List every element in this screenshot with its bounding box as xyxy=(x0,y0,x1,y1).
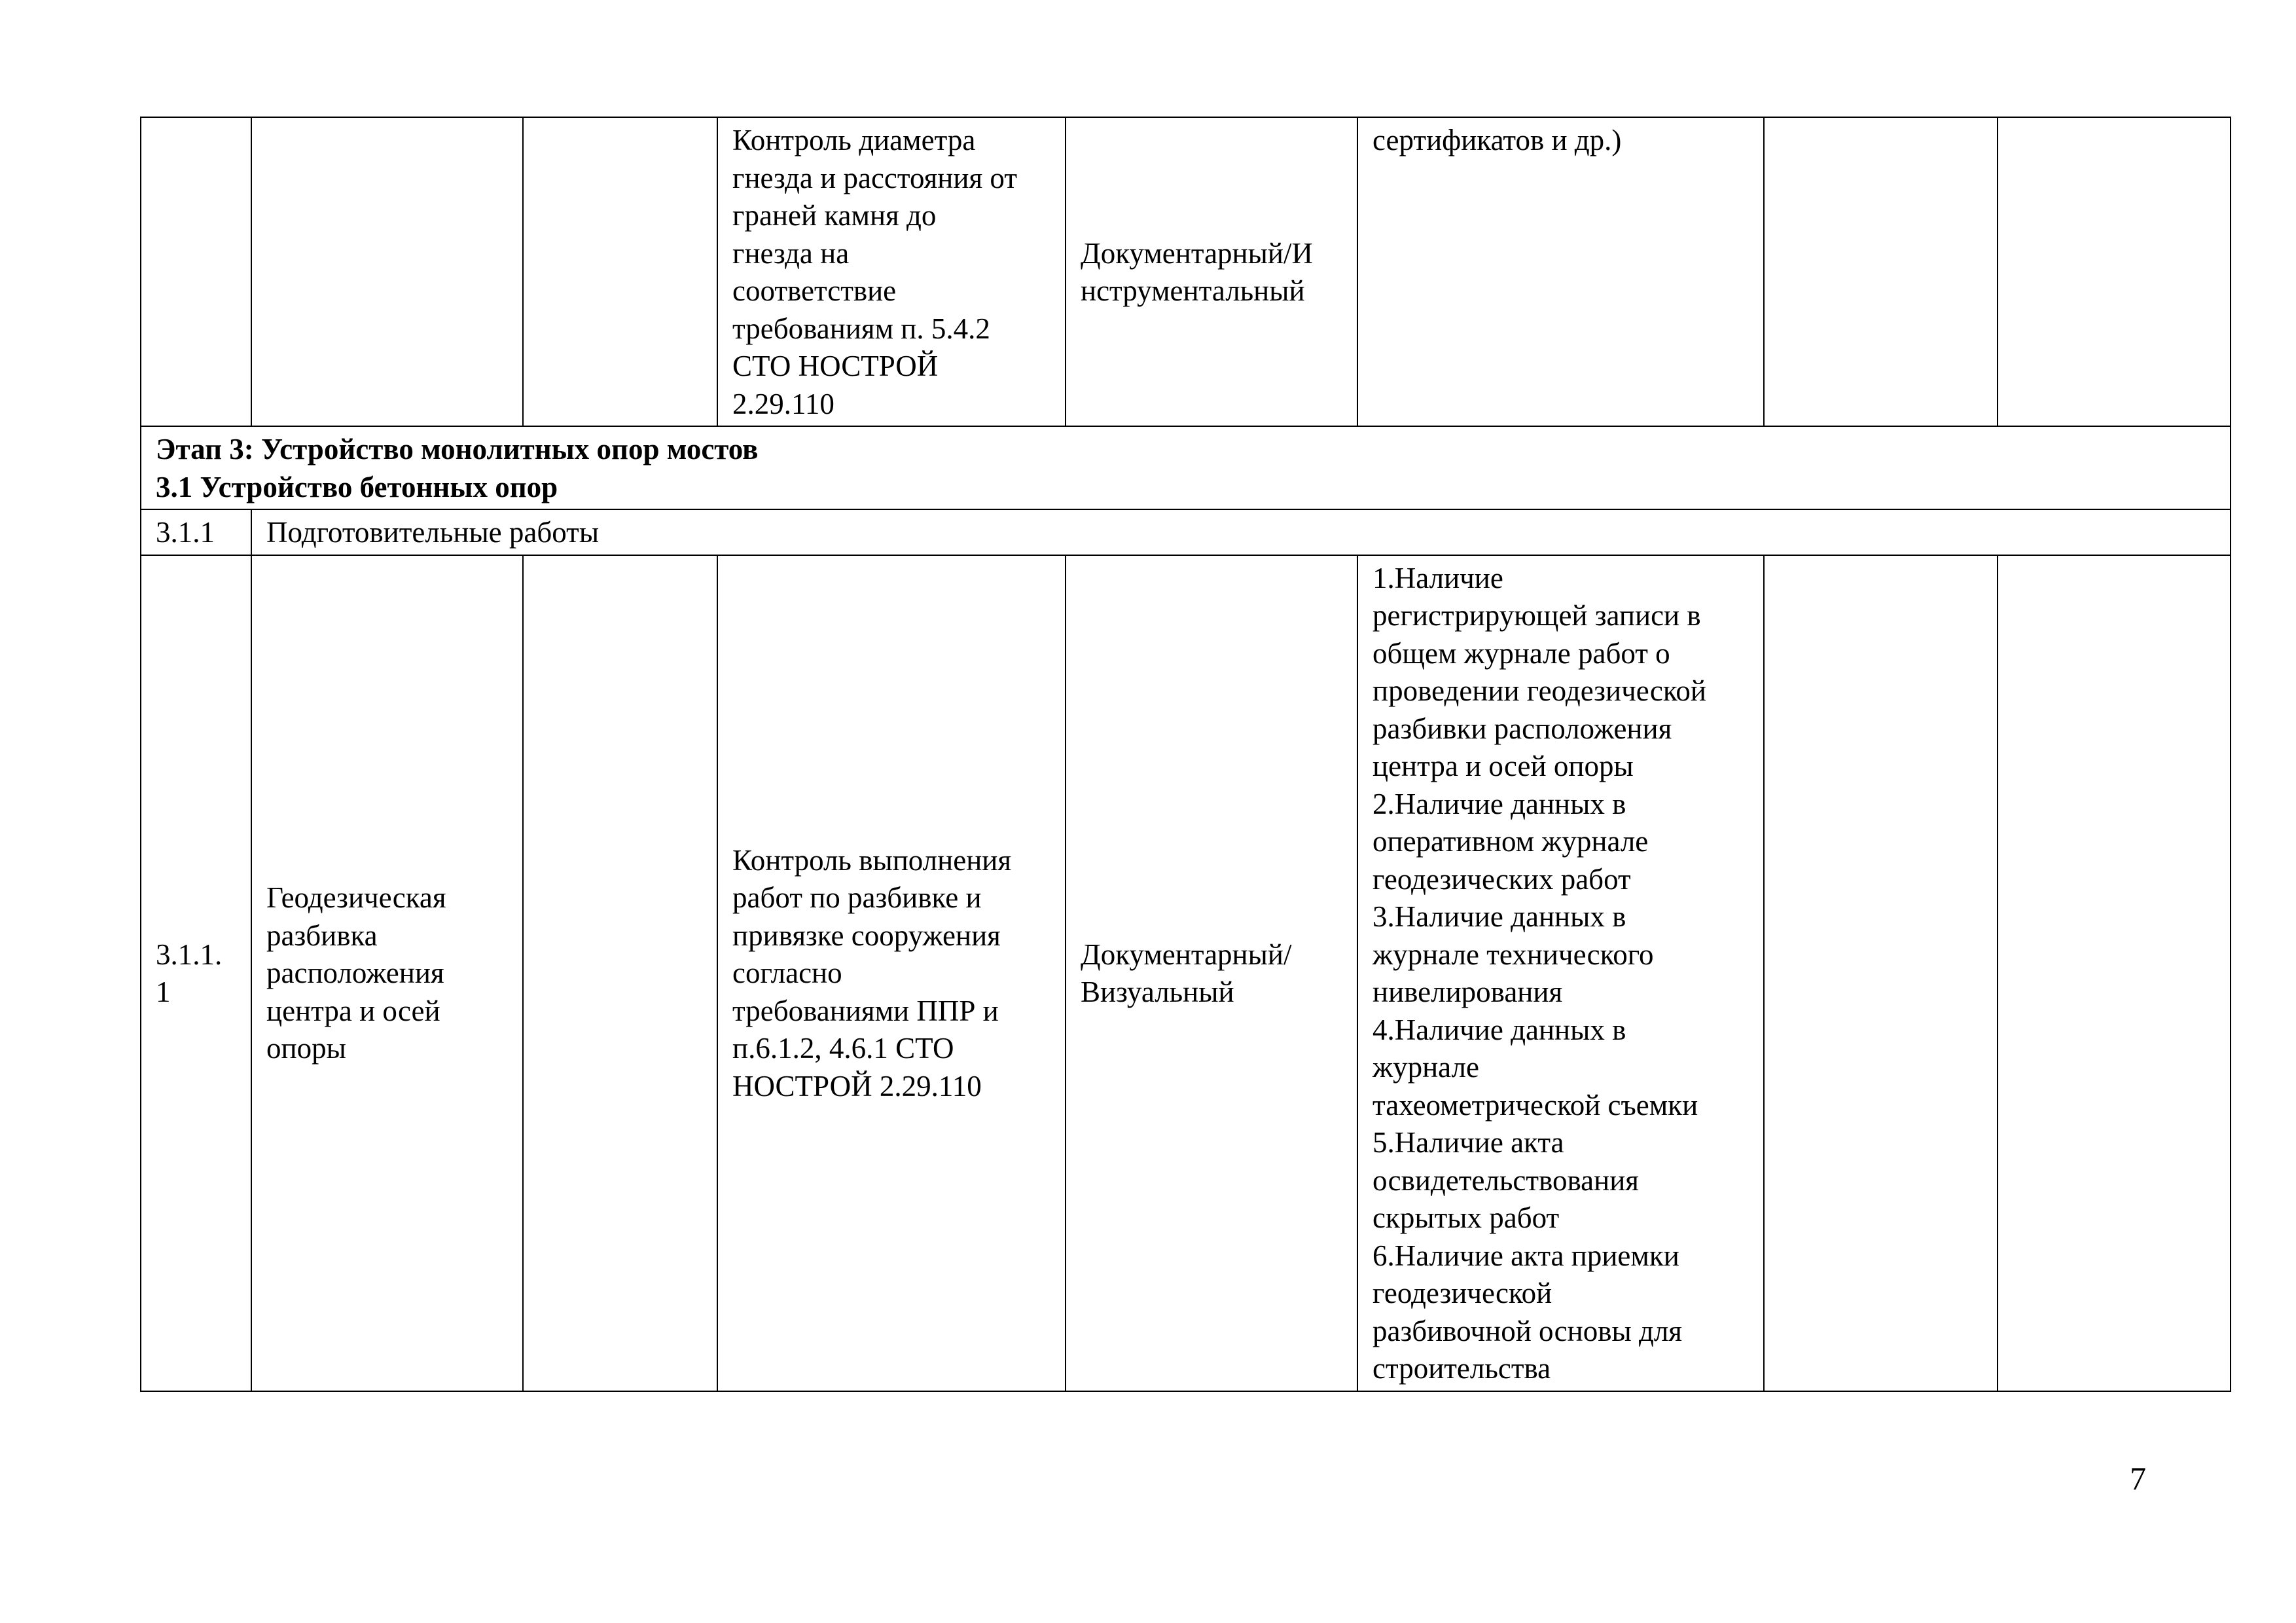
table-row-continuation xyxy=(141,117,2231,426)
cell-control-method: Документарный/И нструментальный xyxy=(1066,117,1357,426)
cell-documents: 1.Наличие регистрирующей записи в общем журнале работ о проведении геодезической разбивки расположения центра и осей опоры 2.Наличие данных в оперативном журнале геодезических работ 3.Наличие данных в журнале технического нивелирования 4.Наличие данных в журнале тахеометрической съемки 5.Наличие акта освидетельствования скрытых работ 6.Наличие акта приемки геодезической разбивочной основы для строительства xyxy=(1357,555,1764,1391)
cell-empty xyxy=(523,555,717,1391)
stage-title: Этап 3: Устройство монолитных опор мостов xyxy=(156,433,759,465)
cell-work-name: Геодезическая разбивка расположения центра и осей опоры xyxy=(251,555,523,1391)
cell-work-name xyxy=(251,117,523,426)
cell-control-description: Контроль выполнения работ по разбивке и привязке сооружения согласно требованиями ППР и п.6.1.2, 4.6.1 СТО НОСТРОЙ 2.29.110 xyxy=(717,555,1066,1391)
page-number: 7 xyxy=(2130,1460,2146,1497)
subsection-number: 3.1.1 xyxy=(141,509,251,555)
cell-col7 xyxy=(1764,117,1998,426)
cell-col8 xyxy=(1998,117,2231,426)
control-table xyxy=(140,117,2231,1392)
cell-number: 3.1.1. 1 xyxy=(141,555,251,1391)
cell-control-description: Контроль диаметра гнезда и расстояния от граней камня до гнезда на соответствие требованиям п. 5.4.2 СТО НОСТРОЙ 2.29.110 xyxy=(717,117,1066,426)
table-row-subsection xyxy=(141,509,2231,555)
cell-empty xyxy=(523,117,717,426)
cell-col7 xyxy=(1764,555,1998,1391)
section-title: 3.1 Устройство бетонных опор xyxy=(156,470,558,503)
cell-col8 xyxy=(1998,555,2231,1391)
cell-control-method: Документарный/ Визуальный xyxy=(1066,555,1357,1391)
cell-documents: сертификатов и др.) xyxy=(1357,117,1764,426)
stage-header-cell xyxy=(141,426,2231,509)
cell-number xyxy=(141,117,251,426)
subsection-title: Подготовительные работы xyxy=(251,509,2231,555)
table-row-stage xyxy=(141,426,2231,509)
table-row-main xyxy=(141,555,2231,1391)
